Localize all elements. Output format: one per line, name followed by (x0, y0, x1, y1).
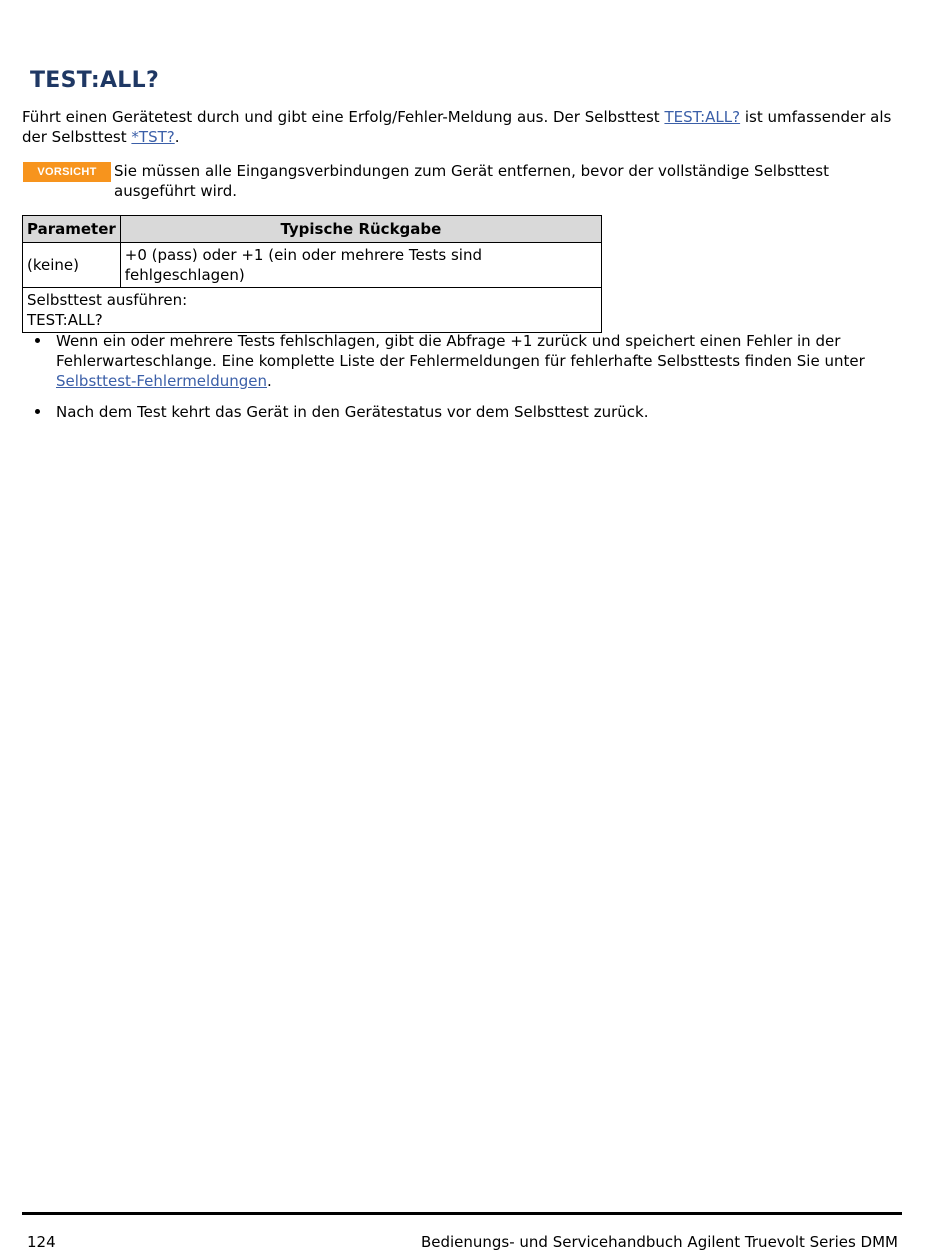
parameter-table (22, 215, 602, 333)
caution-badge: VORSICHT (23, 162, 111, 182)
footer-divider (22, 1212, 902, 1215)
intro-text: ist umfassender als der Selbsttest (22, 108, 892, 146)
caution-note (22, 161, 902, 201)
list-item-text: Wenn ein oder mehrere Tests fehlschlagen, gibt die Abfrage +1 zurück und speichert einen Fehler in der Fehlerwarteschlange. Eine komplette Liste der Fehlermeldungen für fehlerhafte Selbsttests finden Sie unter (56, 332, 865, 370)
notes-list (22, 331, 902, 433)
example-description: Selbsttest ausführen: (27, 291, 188, 309)
table-header-return: Typische Rückgabe (120, 216, 601, 243)
test-all-link[interactable]: TEST:ALL? (664, 108, 741, 126)
list-item (22, 331, 902, 391)
intro-text: Führt einen Gerätetest durch und gibt eine Erfolg/Fehler-Meldung aus. Der Selbsttest (22, 108, 665, 126)
example-command: TEST:ALL? (27, 311, 103, 329)
tst-link[interactable]: *TST? (131, 128, 175, 146)
intro-text: . (174, 128, 180, 146)
list-item-text: Nach dem Test kehrt das Gerät in den Gerätestatus vor dem Selbsttest zurück. (56, 403, 649, 421)
selftest-errors-link[interactable]: Selbsttest-Fehlermeldungen (56, 372, 267, 390)
bullet-icon (35, 338, 40, 343)
table-example-row (23, 288, 602, 333)
table-header-row (23, 216, 602, 243)
list-item (22, 402, 902, 422)
page-title: TEST:ALL? (30, 68, 160, 93)
footer-doc-title: Bedienungs- und Servicehandbuch Agilent Truevolt Series DMM (420, 1233, 898, 1251)
table-example-cell (23, 288, 602, 333)
page-number: 124 (27, 1233, 56, 1251)
intro-paragraph (22, 107, 902, 147)
table-cell-return: +0 (pass) oder +1 (ein oder mehrere Tests sind fehlgeschlagen) (120, 243, 601, 288)
list-item-text: . (267, 372, 272, 390)
table-header-parameter: Parameter (23, 216, 121, 243)
bullet-icon (35, 409, 40, 414)
table-cell-parameter: (keine) (23, 243, 121, 288)
table-row (23, 243, 602, 288)
caution-text: Sie müssen alle Eingangsverbindungen zum Gerät entfernen, bevor der vollständige Selbsttest ausgeführt wird. (114, 162, 829, 200)
